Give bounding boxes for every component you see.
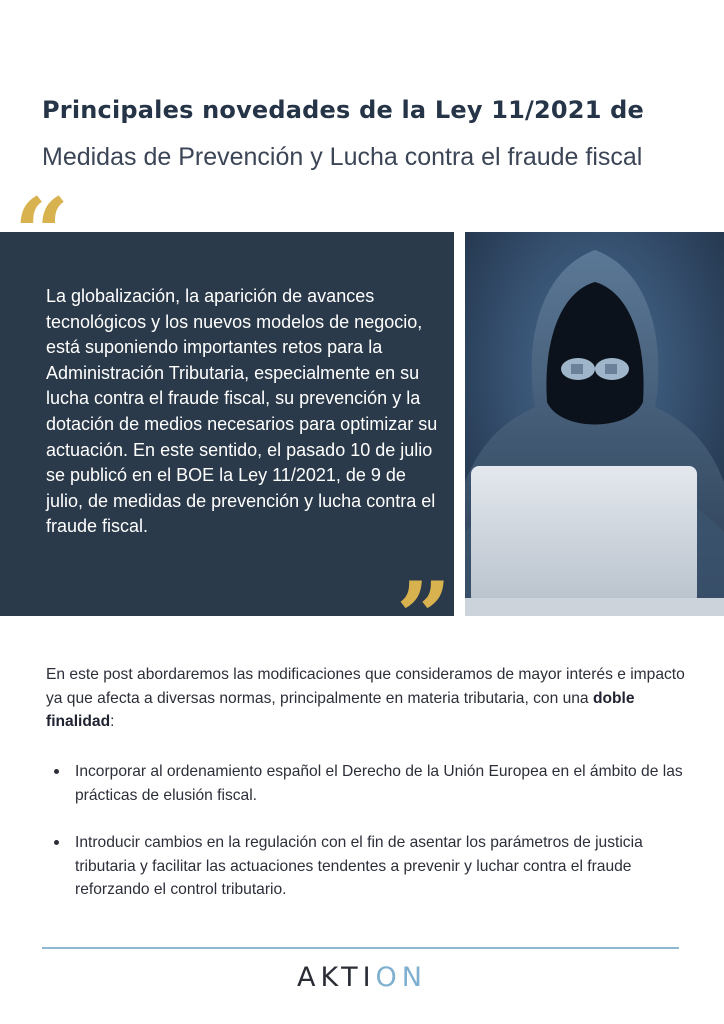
page-title: Principales novedades de la Ley 11/2021 de [42, 96, 645, 124]
list-item [46, 831, 686, 902]
bullet-text: Introducir cambios en la regulación con el fin de asentar los parámetros de justicia tributaria y facilitar las actuaciones tendentes a prevenir y luchar contra el fraude reforzando el control tributario. [75, 834, 643, 898]
logo-main-text: AKTI [297, 962, 376, 993]
bullet-icon [54, 769, 59, 774]
bullet-text: Incorporar al ordenamiento español el Derecho de la Unión Europea en el ámbito de las prácticas de elusión fiscal. [75, 763, 683, 804]
hooded-hacker-icon [465, 232, 724, 616]
list-item [46, 760, 686, 807]
intro-paragraph [46, 663, 686, 734]
logo-accent-text: ON [375, 962, 427, 993]
bullet-list [46, 760, 686, 902]
intro-bold-text: doble finalidad [46, 689, 635, 730]
close-quote-icon: ” [396, 561, 452, 674]
aktion-logo [0, 962, 724, 993]
open-quote-icon: “ [14, 177, 70, 290]
footer-divider [42, 947, 679, 949]
bullet-icon [54, 840, 59, 845]
intro-text: En este post abordaremos las modificaciones que consideramos de mayor interés e impacto ya que afecta a diversas normas, principalmente en materia tributaria, con una [46, 666, 685, 707]
intro-end: : [110, 713, 115, 730]
hacker-photo [465, 232, 724, 616]
page-subtitle: Medidas de Prevención y Lucha contra el fraude fiscal [42, 143, 643, 171]
quote-text: La globalización, la aparición de avances tecnológicos y los nuevos modelos de negocio, está suponiendo importantes retos para la Administración Tributaria, especialmente en su lucha contra el fraude fiscal, su prevención y la dotación de medios necesarios para optimizar su actuación. En este sentido, el pasado 10 de julio se publicó en el BOE la Ley 11/2021, de 9 de julio, de medidas de prevención y lucha contra el fraude fiscal. [46, 286, 438, 537]
